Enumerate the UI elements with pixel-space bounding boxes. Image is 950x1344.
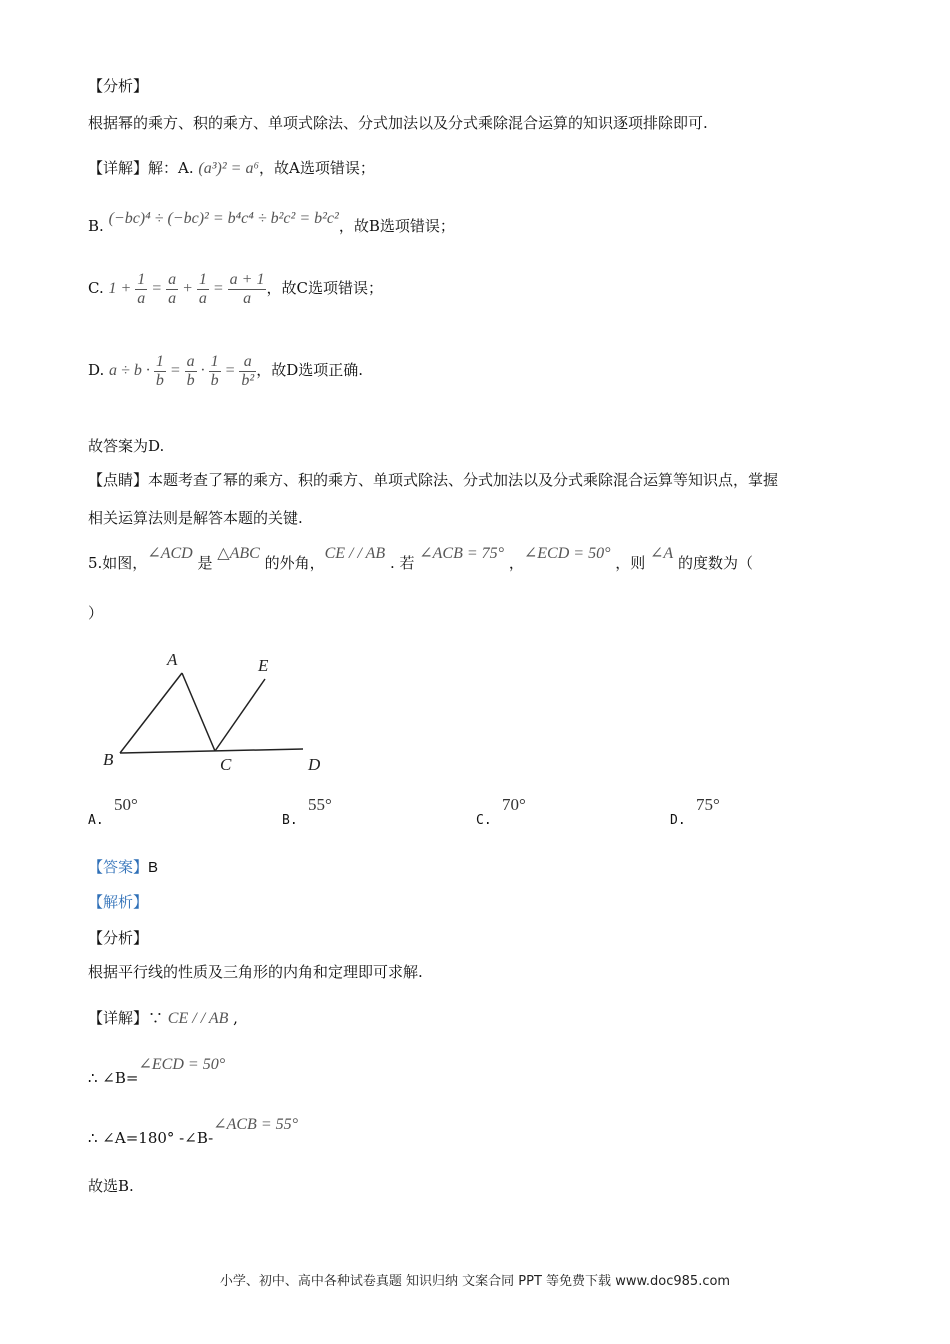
segment-ac [182,673,215,751]
question-5-stem [88,545,753,574]
comment-text-1: 本题考查了幂的乘方、积的乘方、单项式除法、分式加法以及分式乘除混合运算等知识点，掌握 [148,471,779,489]
comment-line-1 [88,470,778,490]
stem-text-1: 是 [192,554,218,572]
c-frac-3: $\frac{1}{a}$ [198,270,207,307]
d-dot: · [196,362,209,379]
analysis-heading: 【分析】 [88,77,149,95]
q5-analysis-heading: 【分析】 [88,929,149,947]
option-c-label: C. [476,813,492,828]
triangle-abc: △ABC [217,545,260,562]
c-eq-2: = [208,280,228,297]
c-eq-1: = [147,280,167,297]
angle-acb-value: ∠ACB = 75° [419,545,505,562]
comment-line-2: 相关运算法则是解答本题的关键. [88,509,303,527]
d-eq-1: = [165,362,185,379]
detail-c-line [88,268,383,309]
angle-a: ∠A [650,545,674,562]
detail-heading: 【详解】 [88,159,149,177]
c-frac-1: $\frac{1}{a}$ [137,270,146,307]
step-2-expr: ∠ACB = 55° [213,1116,299,1133]
because-symbol: ∵ [148,1009,168,1027]
line-bd [120,749,303,753]
expr-b: (−bc)⁴ ÷ (−bc)² = b⁴c⁴ ÷ b²c² = b²c² [108,210,339,227]
explanation-heading: 【解析】 [88,893,149,911]
b-prefix: B. [88,217,109,235]
stem-text-5: ，则 [610,554,651,572]
b-verdict: ，故B选项错误； [338,217,455,235]
step-1-expr: ∠ECD = 50° [138,1056,226,1073]
a-verdict: ，故A选项错误； [259,159,375,177]
because-suffix: , [228,1009,238,1027]
option-d-label: D. [670,813,686,828]
segment-ce [215,679,265,751]
c-frac-2: $\frac{a}{a}$ [168,270,177,307]
option-c-value: 70° [502,795,526,814]
ce-parallel-ab: CE / / AB [324,545,386,562]
stem-text-3: . 若 [385,554,420,572]
option-b-label: B. [282,813,298,828]
q5-detail-heading: 【详解】 [88,1009,149,1027]
because-expr: CE / / AB [167,1010,229,1027]
point-label-c: C [220,755,232,774]
c-plus: + [178,280,197,297]
final-answer: 故选B. [88,1177,134,1195]
answer-heading: 【答案】 [88,858,149,876]
angle-ecd-value: ∠ECD = 50° [523,545,611,562]
conclusion: 故答案为D. [88,437,165,455]
option-a-label: A. [88,813,104,828]
q5-detail-line [88,1008,238,1029]
d-frac-1: $\frac{1}{b}$ [155,352,164,389]
stem-text-2: 的外角， [259,554,325,572]
geometry-figure [95,645,340,780]
option-d-value: 75° [696,795,720,814]
step-2-line [88,1116,299,1149]
d-lead: a ÷ b · [109,362,154,379]
step-2-prefix: ∴ ∠A=180° -∠B- [88,1129,214,1147]
c-frac-4: $\frac{a + 1}{a}$ [229,270,265,307]
stem-close-paren: ） [88,604,104,622]
expr-a: (a³)² = a⁶ [198,160,259,177]
d-verdict: ，故D选项正确. [256,361,363,379]
d-eq-2: = [220,362,240,379]
segment-ab [120,673,182,753]
point-label-e: E [258,656,269,675]
point-label-b: B [103,750,114,769]
answer-value: B [148,859,159,876]
step-1-line [88,1056,226,1089]
c-verdict: ，故C选项错误； [266,279,383,297]
q5-analysis-text: 根据平行线的性质及三角形的内角和定理即可求解. [88,963,423,981]
d-frac-3: $\frac{1}{b}$ [210,352,219,389]
answer-line [88,857,158,878]
angle-acd: ∠ACD [147,545,193,562]
stem-text-6: 的度数为（ [673,554,753,572]
c-lead: 1 + [108,280,136,297]
detail-a-line [88,158,375,179]
page-footer: 小学、初中、高中各种试卷真题 知识归纳 文案合同 PPT 等免费下载 www.doc985.com [219,1274,731,1289]
d-frac-2: $\frac{a}{b}$ [186,352,195,389]
detail-prefix: 解：A. [148,159,199,177]
d-prefix: D. [88,361,110,379]
c-prefix: C. [88,279,109,297]
d-frac-4: $\frac{a}{\text{b²}}$ [241,352,255,389]
step-1-prefix: ∴ ∠B= [88,1069,139,1087]
point-label-a: A [167,650,178,669]
comment-heading: 【点睛】 [88,471,149,489]
option-a-value: 50° [114,795,138,814]
detail-d-line [88,350,363,391]
option-b-value: 55° [308,795,332,814]
analysis-text: 根据幂的乘方、积的乘方、单项式除法、分式加法以及分式乘除混合运算的知识逐项排除即可. [88,114,708,132]
point-label-d: D [308,755,321,774]
question-number: 5.如图， [88,554,148,572]
stem-text-4: ， [504,554,524,572]
detail-b-line [88,210,455,237]
